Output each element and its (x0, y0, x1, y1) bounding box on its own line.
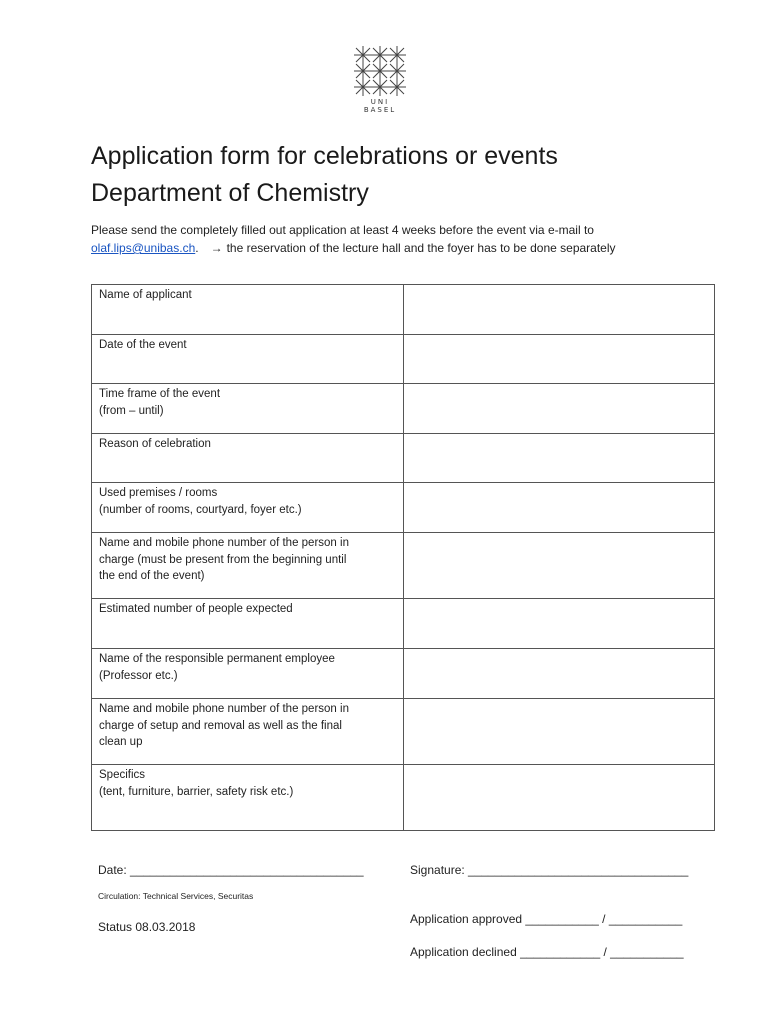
page-title (91, 138, 711, 212)
logo-text-basel: BASEL (363, 106, 397, 114)
form-row-label-line: Used premises / rooms (99, 487, 218, 499)
intro-line-2 (91, 239, 731, 257)
form-row (92, 765, 715, 831)
application-approved-field[interactable]: Application approved ___________ / ___________ (410, 912, 683, 926)
form-row (92, 434, 715, 483)
status-date: Status 08.03.2018 (98, 920, 196, 934)
form-row-value-field[interactable] (403, 533, 714, 599)
form-row-label-line: Reason of celebration (99, 438, 211, 450)
form-row-label-line: Time frame of the event (99, 388, 221, 400)
form-table-body (92, 285, 715, 831)
form-row-label-line: Name and mobile phone number of the person in (99, 537, 349, 549)
form-row-label (92, 434, 404, 483)
form-row-label (92, 765, 404, 831)
university-logo (352, 44, 408, 118)
form-row-label (92, 335, 404, 384)
form-row-label-line: clean up (99, 736, 143, 748)
form-row-label (92, 533, 404, 599)
application-declined-field[interactable]: Application declined ____________ / ___________ (410, 945, 684, 959)
form-row-label-line: Name and mobile phone number of the person in (99, 703, 349, 715)
form-row-label-line: Date of the event (99, 339, 187, 351)
form-row-label-line: Estimated number of people expected (99, 603, 293, 615)
arrow-right-icon: → (210, 241, 223, 255)
form-row (92, 384, 715, 434)
form-row-label-line: charge (must be present from the beginning until (99, 553, 347, 566)
form-row-value-field[interactable] (403, 599, 714, 649)
email-link[interactable]: olaf.lips@unibas.ch (91, 241, 196, 255)
form-row (92, 649, 715, 699)
logo-text-uni: UNI (370, 98, 390, 106)
form-row-value-field[interactable] (403, 765, 714, 831)
unibas-star-logo-icon (352, 44, 408, 98)
form-row-label-line: Name of applicant (99, 289, 192, 301)
form-row-label (92, 699, 404, 765)
title-line-2: Department of Chemistry (91, 179, 369, 207)
form-row-value-field[interactable] (403, 649, 714, 699)
form-row-label-line: (tent, furniture, barrier, safety risk etc.) (99, 785, 294, 798)
form-row (92, 335, 715, 384)
form-row-label (92, 599, 404, 649)
form-row-value-field[interactable] (403, 434, 714, 483)
form-row-value-field[interactable] (403, 699, 714, 765)
application-form-table (91, 284, 715, 831)
form-row-label (92, 384, 404, 434)
circulation-note: Circulation: Technical Services, Securitas (98, 891, 254, 901)
form-row-value-field[interactable] (403, 285, 714, 335)
form-row-label-line: charge of setup and removal as well as the final (99, 719, 342, 732)
form-row-label-line: (from – until) (99, 404, 164, 417)
title-line-1: Application form for celebrations or events (91, 142, 558, 170)
form-row-label-line: Specifics (99, 769, 146, 781)
form-row-value-field[interactable] (403, 483, 714, 533)
intro-text (91, 221, 731, 257)
form-row-label (92, 649, 404, 699)
form-row-value-field[interactable] (403, 335, 714, 384)
signature-field[interactable]: Signature: _________________________________ (410, 863, 689, 877)
form-row-label (92, 285, 404, 335)
form-row-value-field[interactable] (403, 384, 714, 434)
date-field[interactable]: Date: ___________________________________ (98, 863, 364, 877)
form-row-label-line: (number of rooms, courtyard, foyer etc.) (99, 503, 302, 516)
intro-line-1: Please send the completely filled out application at least 4 weeks before the event via e-mail to (91, 223, 594, 237)
email-period: . (195, 241, 199, 255)
form-row-label (92, 483, 404, 533)
form-row (92, 699, 715, 765)
form-row (92, 599, 715, 649)
form-row (92, 285, 715, 335)
form-row (92, 483, 715, 533)
reservation-note: the reservation of the lecture hall and the foyer has to be done separately (226, 241, 616, 255)
form-row-label-line: (Professor etc.) (99, 669, 178, 682)
form-row-label-line: the end of the event) (99, 570, 205, 582)
form-row (92, 533, 715, 599)
form-row-label-line: Name of the responsible permanent employee (99, 653, 335, 665)
